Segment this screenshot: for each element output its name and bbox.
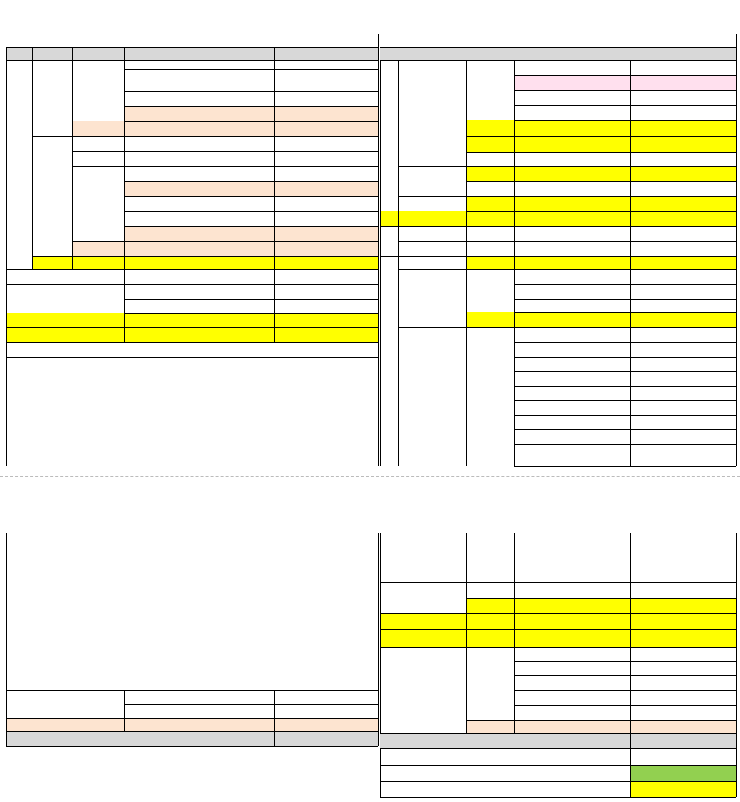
- grid-line: [124, 313, 378, 314]
- grid-line: [514, 105, 736, 106]
- grid-line: [6, 731, 378, 732]
- grid-line: [466, 152, 736, 153]
- grid-line: [72, 166, 378, 167]
- grid-line: [6, 357, 378, 358]
- expense-item-label: [516, 243, 628, 255]
- grid-line: [124, 106, 378, 107]
- income-item-label: [126, 301, 272, 313]
- grid-line: [6, 746, 378, 747]
- grid-line: [514, 690, 736, 691]
- expense-amount: [632, 286, 732, 298]
- grid-line: [380, 533, 381, 733]
- grid-line: [380, 256, 736, 257]
- grid-line: [378, 533, 379, 746]
- grid-line: [514, 386, 736, 387]
- expense-amount: [632, 243, 732, 255]
- expense-item-label: [516, 344, 628, 356]
- expense-amount: [632, 139, 732, 151]
- grid-line: [124, 704, 378, 705]
- income-amount: [276, 301, 374, 313]
- expense-amount: [632, 633, 732, 645]
- grid-line: [466, 720, 736, 721]
- expense-item-label: [468, 721, 628, 733]
- expense-amount: [632, 557, 732, 569]
- grid-line: [514, 675, 736, 676]
- grid-line: [6, 327, 378, 328]
- grid-line: [124, 299, 378, 300]
- expense-item-label: [516, 77, 628, 89]
- grid-line: [514, 466, 736, 467]
- grid-line: [380, 60, 736, 61]
- grid-line: [380, 613, 736, 614]
- grid-line: [514, 60, 515, 466]
- grid-line: [32, 136, 378, 137]
- expense-item-label: [516, 92, 628, 104]
- grid-line: [124, 196, 378, 197]
- income-amount: [276, 257, 374, 269]
- expense-item-label: [516, 286, 628, 298]
- income-etc-label: [6, 699, 124, 711]
- grid-line: [6, 269, 378, 270]
- expense-gwan-label: [382, 104, 396, 196]
- income-mok1-label: [72, 168, 124, 180]
- summary-amount: [632, 768, 732, 780]
- income-etc-amount: [276, 706, 374, 718]
- grid-line: [514, 284, 736, 285]
- expense-amount: [632, 154, 732, 166]
- income-amount: [276, 75, 374, 87]
- income-item-label: [126, 153, 272, 165]
- grid-line: [6, 60, 378, 61]
- expense-item-label: [516, 107, 628, 119]
- expense-amount: [632, 300, 732, 312]
- grid-line: [466, 598, 736, 599]
- income-item-label: [126, 286, 272, 298]
- income-item-label: [126, 75, 272, 87]
- grid-line: [6, 284, 124, 285]
- expense-total-amount: [632, 735, 732, 747]
- expense-amount: [632, 107, 732, 119]
- expense-amount: [632, 417, 732, 429]
- income-amount: [276, 198, 374, 210]
- expense-item-label: [468, 600, 628, 612]
- grid-line: [514, 661, 736, 662]
- income-amount: [276, 213, 374, 225]
- expense-amount: [632, 663, 732, 675]
- expense-item-label: [516, 373, 628, 385]
- income-hang-label: [45, 64, 59, 134]
- income-section-title: [6, 35, 86, 47]
- income-amount: [276, 108, 374, 120]
- grid-line: [380, 748, 381, 797]
- grid-line: [736, 34, 737, 466]
- summary-label: [300, 768, 628, 780]
- income-item-label: [126, 198, 272, 210]
- expense-item-label: [516, 329, 628, 341]
- expense-amount: [632, 677, 732, 689]
- grid-line: [6, 47, 7, 466]
- expense-amount: [632, 373, 732, 385]
- income-total-amount: [276, 733, 374, 745]
- expense-item-label: [516, 300, 628, 312]
- grid-line: [514, 120, 736, 121]
- grid-line: [630, 533, 631, 797]
- expense-amount: [632, 616, 732, 628]
- expense-amount: [632, 600, 732, 612]
- expense-amount: [632, 431, 732, 443]
- income-amount: [276, 93, 374, 105]
- grid-line: [124, 181, 378, 182]
- expense-amount: [632, 649, 732, 661]
- expense-amount: [632, 213, 732, 225]
- grid-line: [630, 60, 631, 466]
- income-amount: [276, 123, 374, 135]
- grid-line: [124, 121, 378, 122]
- grid-line: [514, 312, 736, 313]
- expense-header-cell: [630, 48, 736, 60]
- income-gwan-label: [12, 64, 26, 294]
- income-etc-item: [124, 706, 274, 718]
- income-amount: [276, 138, 374, 150]
- grid-line: [72, 151, 378, 152]
- income-amount: [276, 228, 374, 240]
- grid-line: [398, 60, 399, 466]
- expense-amount: [632, 359, 732, 371]
- expense-item-label: [468, 168, 628, 180]
- expense-amount: [632, 585, 732, 597]
- grid-line: [124, 47, 125, 327]
- expense-item-label: [516, 585, 628, 597]
- expense-item-label: [468, 139, 628, 151]
- document-title: [170, 8, 570, 20]
- income-total-label: [6, 733, 272, 745]
- income-hang-label: [45, 140, 59, 252]
- expense-item-label: [382, 633, 628, 645]
- summary-label: [300, 784, 628, 796]
- grid-line: [32, 256, 378, 257]
- income-item-label: [34, 257, 272, 269]
- grid-line: [380, 733, 736, 734]
- expense-item-label: [516, 649, 628, 661]
- expense-amount: [632, 692, 732, 704]
- grid-line: [466, 136, 736, 137]
- expense-amount: [632, 168, 732, 180]
- expense-item-label: [516, 417, 628, 429]
- income-item-label: [126, 271, 272, 283]
- expense-amount: [632, 344, 732, 356]
- expense-item-label: [516, 557, 628, 569]
- expense-gwan-label: [382, 324, 396, 416]
- grid-line: [124, 211, 378, 212]
- grid-line: [72, 241, 378, 242]
- grid-line: [466, 181, 736, 182]
- expense-item-label: [516, 402, 628, 414]
- grid-line: [380, 765, 736, 766]
- income-amount: [276, 243, 374, 255]
- expense-hang-label: [380, 671, 466, 683]
- grid-line: [514, 705, 736, 706]
- grid-line: [124, 69, 378, 70]
- grid-line: [398, 166, 736, 167]
- expense-amount: [632, 62, 732, 74]
- expense-item-label: [516, 431, 628, 443]
- grid-line: [514, 444, 736, 445]
- income-mok1-label: [72, 221, 124, 233]
- expense-item-label: [516, 359, 628, 371]
- expense-amount: [632, 198, 732, 210]
- grid-line: [736, 533, 737, 797]
- grid-line: [514, 429, 736, 430]
- grid-line: [380, 629, 736, 630]
- expense-amount: [632, 450, 732, 462]
- grid-line: [514, 299, 736, 300]
- grid-line: [6, 533, 7, 746]
- page-marker: [350, 468, 390, 480]
- income-etc-total-amount: [276, 719, 374, 731]
- expense-amount: [632, 228, 732, 240]
- income-header-cell: [32, 48, 72, 60]
- expense-item-label: [516, 62, 628, 74]
- expense-amount: [632, 257, 732, 269]
- income-etc-amount: [276, 692, 374, 704]
- expense-hang-label: [398, 94, 466, 106]
- expense-item-label: [382, 616, 628, 628]
- grid-line: [124, 226, 378, 227]
- grid-line: [124, 327, 125, 342]
- income-amount: [276, 286, 374, 298]
- grid-line: [398, 327, 736, 328]
- summary-amount: [632, 784, 732, 796]
- expense-header-cell: [380, 48, 398, 60]
- grid-line: [514, 415, 736, 416]
- expense-item-label: [516, 271, 628, 283]
- expense-item-label: [516, 450, 628, 462]
- grid-line: [466, 211, 736, 212]
- grid-line: [124, 284, 378, 285]
- grid-line: [380, 60, 381, 466]
- expense-amount: [632, 183, 732, 195]
- expense-item-label: [468, 314, 628, 326]
- income-item-label: [74, 243, 272, 255]
- expense-amount: [632, 388, 732, 400]
- grid-line: [124, 690, 125, 731]
- expense-header-cell: [514, 48, 630, 60]
- grid-line: [466, 60, 467, 466]
- grid-line: [380, 748, 736, 749]
- income-item-label: [126, 108, 272, 120]
- grid-line: [514, 75, 736, 76]
- expense-item-label: [468, 257, 628, 269]
- income-item-label: [126, 183, 272, 195]
- grid-line: [380, 797, 736, 798]
- expense-amount: [632, 402, 732, 414]
- grid-line: [466, 533, 467, 733]
- expense-hang-label: [398, 391, 466, 403]
- expense-amount: [632, 92, 732, 104]
- expense-header-cell: [466, 48, 514, 60]
- income-amount: [276, 153, 374, 165]
- expense-amount: [632, 314, 732, 326]
- income-amount: [276, 168, 374, 180]
- income-item-label: [8, 315, 272, 327]
- grid-line: [514, 533, 515, 733]
- grid-line: [274, 47, 275, 342]
- grid-line: [6, 342, 378, 343]
- expense-hang-label: [398, 293, 466, 305]
- grid-line: [380, 582, 736, 583]
- grid-line: [124, 91, 378, 92]
- income-mok1-label: [72, 85, 124, 97]
- grid-line: [6, 718, 378, 719]
- income-amount: [276, 271, 374, 283]
- expense-item-label: [516, 692, 628, 704]
- grid-line: [6, 47, 378, 48]
- grid-line: [378, 34, 379, 466]
- expense-amount: [632, 271, 732, 283]
- expense-hang-label: [398, 183, 466, 195]
- expense-item-label: [516, 677, 628, 689]
- expense-amount: [632, 721, 732, 733]
- expense-amount: [632, 329, 732, 341]
- income-header-cell: [6, 48, 32, 60]
- expense-item-label: [516, 663, 628, 675]
- income-item-label: [8, 329, 272, 341]
- expense-amount: [632, 707, 732, 719]
- expense-amount: [632, 123, 732, 135]
- expense-amount: [632, 77, 732, 89]
- expense-header-cell: [398, 48, 466, 60]
- grid-line: [398, 241, 736, 242]
- grid-line: [380, 226, 736, 227]
- expense-item-label: [382, 213, 628, 225]
- expense-item-label: [516, 183, 628, 195]
- grid-line: [398, 269, 736, 270]
- expense-mok1-label: [398, 154, 466, 166]
- income-amount: [276, 183, 374, 195]
- expense-item-label: [516, 154, 628, 166]
- grid-line: [514, 371, 736, 372]
- grid-line: [514, 342, 736, 343]
- grid-line: [380, 647, 736, 648]
- grid-line: [32, 47, 33, 269]
- income-item-label: [126, 228, 272, 240]
- grid-line: [380, 47, 736, 48]
- income-item-label: [74, 123, 272, 135]
- income-item-label: [126, 168, 272, 180]
- income-item-label: [126, 138, 272, 150]
- grid-line: [380, 781, 736, 782]
- grid-line: [72, 47, 73, 269]
- expense-item-label: [468, 123, 628, 135]
- income-mok1-label: [6, 301, 124, 313]
- expense-item-label: [516, 707, 628, 719]
- expense-total-label: [382, 735, 628, 747]
- grid-line: [6, 690, 378, 691]
- expense-mok1-label: [466, 62, 514, 74]
- expense-item-label: [516, 228, 628, 240]
- grid-line: [514, 400, 736, 401]
- income-item-label: [126, 93, 272, 105]
- income-amount: [276, 315, 374, 327]
- page-break: [0, 476, 740, 477]
- summary-label: [300, 751, 628, 763]
- grid-line: [398, 196, 736, 197]
- income-item-label: [126, 213, 272, 225]
- expense-item-label: [516, 388, 628, 400]
- income-amount: [276, 329, 374, 341]
- grid-line: [514, 90, 736, 91]
- income-header-cell: [72, 48, 124, 60]
- income-etc-total-label: [124, 719, 274, 731]
- income-etc-item: [124, 692, 274, 704]
- expense-item-label: [468, 198, 628, 210]
- grid-line: [514, 357, 736, 358]
- summary-amount: [632, 751, 732, 763]
- expense-section-title: [380, 35, 460, 47]
